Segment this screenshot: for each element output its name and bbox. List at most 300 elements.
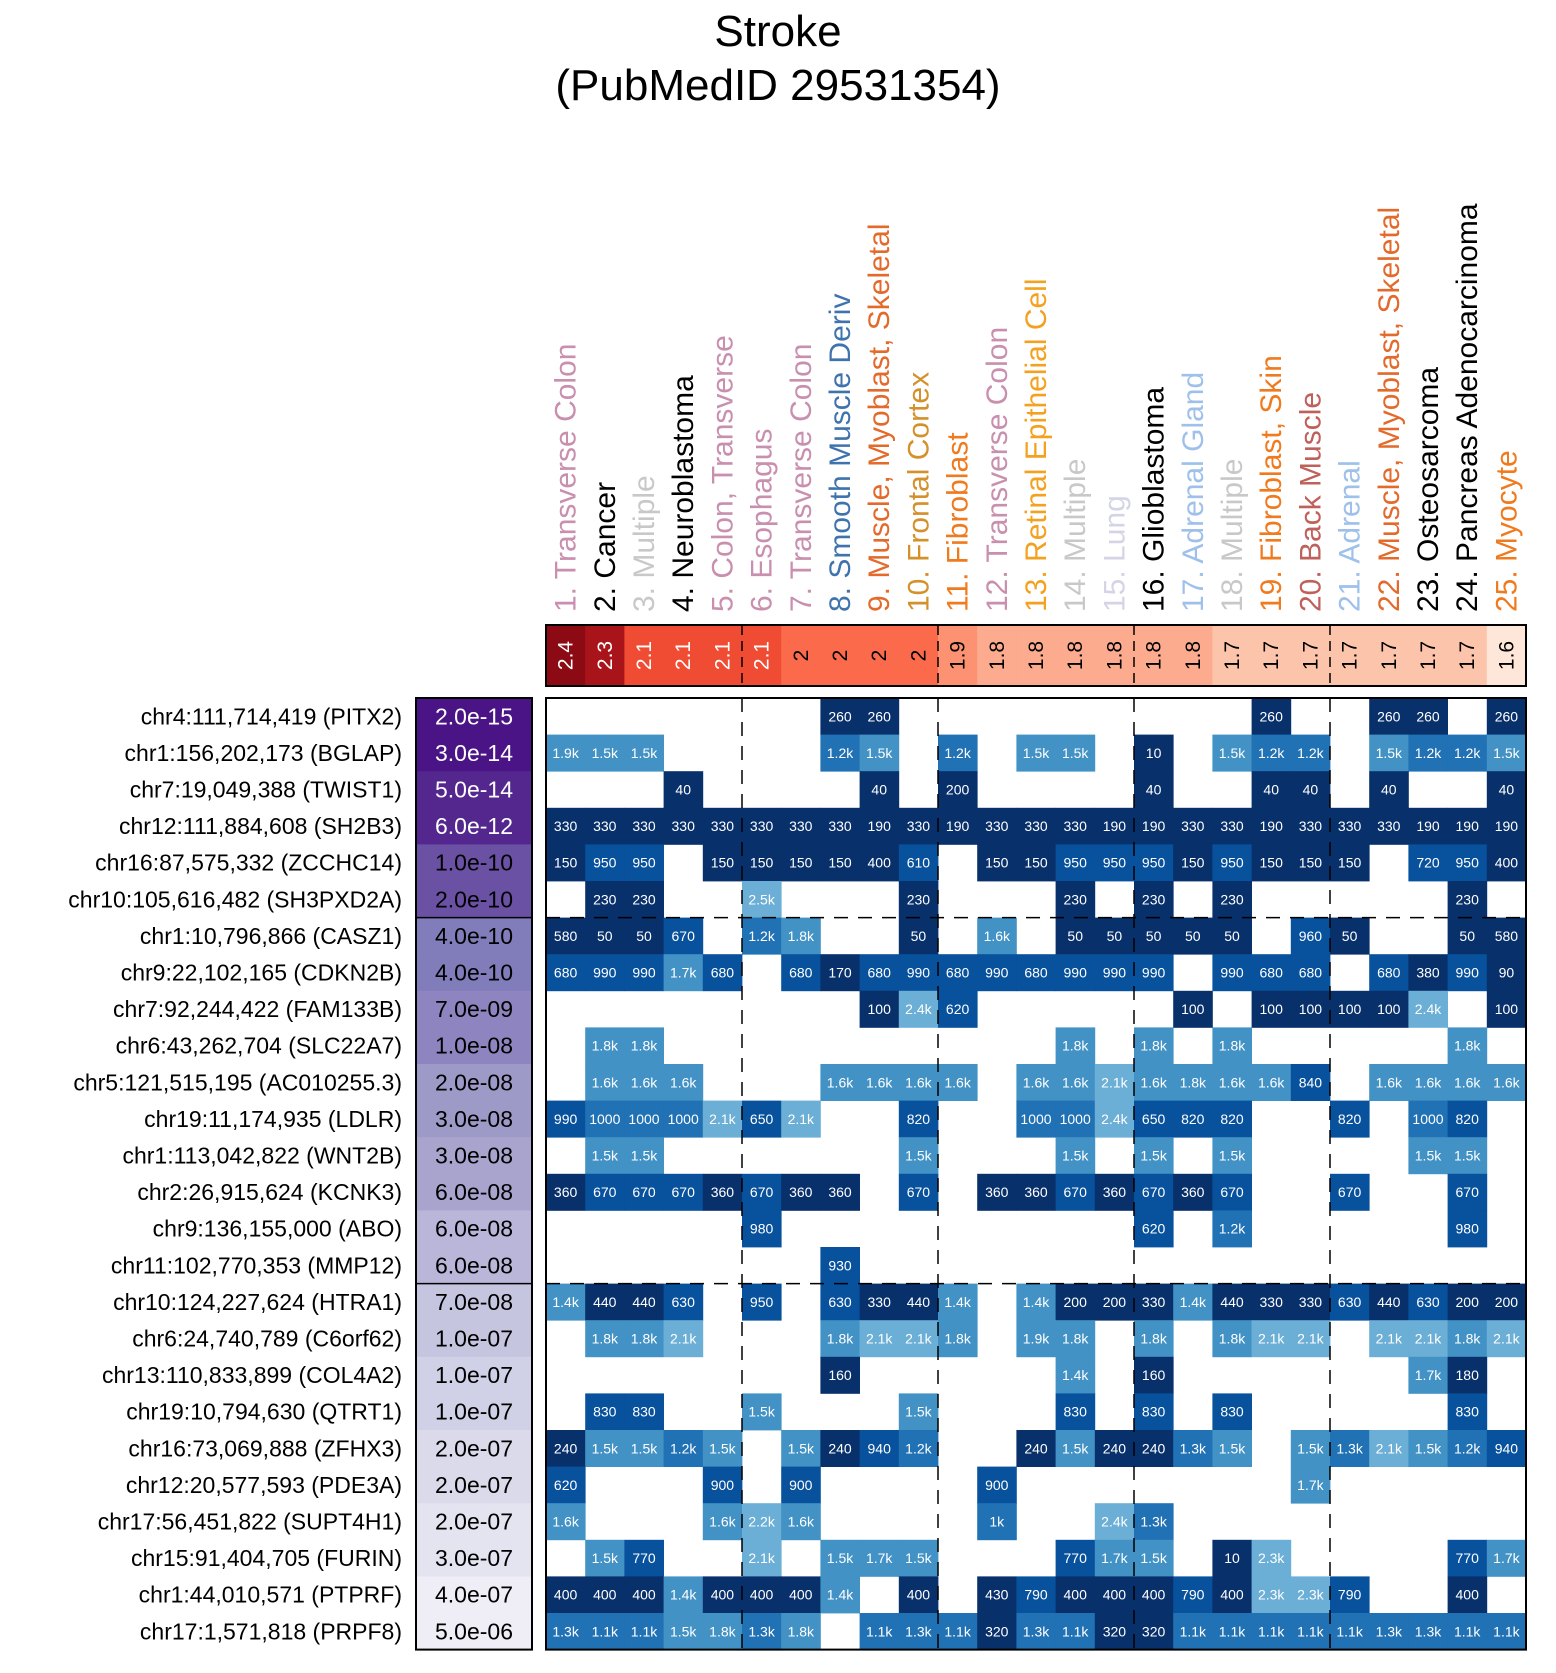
cell-value: 580: [1494, 927, 1519, 944]
cell-value: 1.7k: [1493, 1550, 1520, 1567]
cell-value: 670: [593, 1184, 617, 1201]
cell-value: 820: [1337, 1110, 1362, 1127]
cell-value: 1.6k: [826, 1074, 854, 1091]
cell-value: 330: [1220, 818, 1244, 835]
cell-value: 1.5k: [1022, 744, 1050, 761]
cell-value: 320: [985, 1623, 1009, 1640]
score-label: 2.4: [554, 640, 578, 671]
cell-value: 1.8k: [787, 927, 815, 944]
cell-value: 720: [1416, 854, 1440, 871]
cell-value: 1.3k: [1179, 1440, 1207, 1457]
score-label: 1.8: [1142, 640, 1166, 671]
cell-value: 150: [1259, 854, 1283, 871]
cell-value: 330: [593, 818, 617, 835]
cell-value: 330: [906, 818, 931, 835]
cell-value: 680: [1259, 964, 1283, 981]
cell-value: 240: [1141, 1440, 1166, 1457]
cell-value: 2.1k: [1257, 1330, 1285, 1347]
cell-value: 830: [1455, 1403, 1479, 1420]
cell-value: 150: [985, 854, 1009, 871]
cell-value: 320: [1102, 1623, 1127, 1640]
cell-value: 160: [828, 1367, 852, 1384]
cell-value: 1.8k: [1218, 1037, 1246, 1054]
pvalue-label: 2.0e-10: [434, 886, 514, 913]
cell-value: 150: [553, 854, 578, 871]
cell-value: 1.5k: [669, 1623, 697, 1640]
pvalue-label: 3.0e-07: [434, 1545, 514, 1572]
cell-value: 360: [1024, 1184, 1048, 1201]
cell-value: 1.1k: [1493, 1623, 1520, 1640]
row-labels: [68, 703, 402, 1644]
cell-value: 1.6k: [709, 1513, 736, 1530]
cell-value: 440: [1377, 1293, 1401, 1310]
heatmap-cells: [546, 698, 1526, 1650]
cell-value: 670: [1220, 1184, 1244, 1201]
cell-value: 50: [1106, 927, 1123, 944]
cell-value: 330: [1141, 1293, 1166, 1310]
cell-value: 1000: [1059, 1110, 1091, 1127]
cell-value: 1.8k: [1061, 1330, 1089, 1347]
column-label: 21. Adrenal: [1333, 460, 1367, 612]
cell-value: 630: [1416, 1293, 1440, 1310]
cell-value: 2.1k: [709, 1110, 736, 1127]
score-label: 1.8: [1103, 640, 1127, 671]
cell-value: 330: [553, 818, 578, 835]
score-label: 2: [907, 649, 931, 662]
cell-value: 1.5k: [905, 1550, 932, 1567]
cell-value: 950: [1102, 854, 1127, 871]
cell-value: 150: [749, 854, 774, 871]
cell-value: 190: [1141, 818, 1166, 835]
cell-value: 2.1k: [787, 1110, 815, 1127]
cell-value: 2.1k: [748, 1550, 775, 1567]
cell-value: 50: [1067, 927, 1083, 944]
cell-value: 400: [867, 854, 891, 871]
cell-value: 2.4k: [1414, 1001, 1442, 1018]
cell-value: 50: [636, 927, 652, 944]
cell-value: 40: [1263, 781, 1279, 798]
cell-value: 330: [1181, 818, 1205, 835]
cell-value: 260: [1416, 708, 1440, 725]
cell-value: 1.8k: [591, 1330, 619, 1347]
cell-value: 580: [553, 927, 578, 944]
cell-value: 1.7k: [669, 964, 697, 981]
cell-value: 790: [1337, 1586, 1362, 1603]
pvalue-label: 1.0e-07: [434, 1325, 514, 1352]
pvalue-label: 1.0e-07: [434, 1362, 514, 1389]
cell-value: 670: [749, 1184, 774, 1201]
cell-value: 990: [1102, 964, 1127, 981]
pvalue-label: 2.0e-08: [434, 1069, 514, 1096]
score-label: 2.3: [593, 640, 617, 671]
cell-value: 50: [597, 927, 613, 944]
cell-value: 2.1k: [905, 1330, 932, 1347]
cell-value: 1.8k: [1179, 1074, 1207, 1091]
cell-value: 950: [632, 854, 656, 871]
cell-value: 670: [1063, 1184, 1087, 1201]
cell-value: 1.8k: [1453, 1037, 1481, 1054]
pvalue-label: 6.0e-12: [434, 813, 514, 840]
cell-value: 260: [1494, 708, 1519, 725]
cell-value: 1.2k: [944, 744, 971, 761]
cell-value: 820: [1181, 1110, 1205, 1127]
cell-value: 680: [1024, 964, 1048, 981]
cell-value: 50: [1185, 927, 1201, 944]
cell-value: 200: [1494, 1293, 1519, 1310]
cell-value: 400: [1141, 1586, 1166, 1603]
column-label: 6. Esophagus: [745, 428, 779, 612]
cell-value: 260: [1377, 708, 1401, 725]
column-label: 22. Muscle, Myoblast, Skeletal: [1372, 206, 1406, 612]
cell-value: 930: [828, 1257, 852, 1274]
cell-value: 230: [632, 891, 656, 908]
cell-value: 1.6k: [1218, 1074, 1246, 1091]
cell-value: 680: [1377, 964, 1401, 981]
cell-value: 380: [1416, 964, 1440, 981]
row-label: chr1:113,042,822 (WNT2B): [122, 1142, 402, 1169]
cell-value: 1.3k: [552, 1623, 579, 1640]
cell-value: 830: [1220, 1403, 1244, 1420]
column-label: 19. Fibroblast, Skin: [1255, 355, 1289, 612]
cell-value: 330: [1298, 1293, 1323, 1310]
pvalue-label: 4.0e-10: [434, 959, 514, 986]
cell-value: 400: [710, 1586, 735, 1603]
cell-value: 1.3k: [1140, 1513, 1167, 1530]
row-label: chr4:111,714,419 (PITX2): [140, 703, 402, 730]
cell-value: 1.5k: [1140, 1147, 1167, 1164]
cell-value: 440: [593, 1293, 617, 1310]
cell-value: 200: [945, 781, 970, 798]
score-label: 1.8: [1181, 640, 1205, 671]
cell-value: 2.1k: [1375, 1330, 1403, 1347]
cell-value: 1.3k: [1022, 1623, 1050, 1640]
cell-value: 10: [1145, 744, 1162, 761]
cell-value: 190: [867, 818, 891, 835]
cell-value: 40: [1302, 781, 1319, 798]
chart-subtitle: (PubMedID 29531354): [555, 61, 1001, 110]
pvalue-strip: [416, 698, 532, 1650]
cell-value: 1.1k: [591, 1623, 619, 1640]
cell-value: 1.6k: [983, 927, 1011, 944]
chart-title: Stroke: [714, 7, 842, 56]
cell-value: 650: [1141, 1110, 1166, 1127]
cell-value: 100: [867, 1001, 891, 1018]
cell-value: 830: [1063, 1403, 1087, 1420]
cell-value: 1.3k: [905, 1623, 932, 1640]
cell-value: 2.1k: [1375, 1440, 1403, 1457]
cell-value: 2.1k: [1414, 1330, 1442, 1347]
cell-value: 980: [749, 1220, 774, 1237]
cell-value: 440: [632, 1293, 656, 1310]
cell-value: 330: [1337, 818, 1362, 835]
cell-value: 980: [1455, 1220, 1479, 1237]
cell-value: 240: [1102, 1440, 1127, 1457]
cell-value: 1k: [989, 1513, 1005, 1530]
cell-value: 1.9k: [1022, 1330, 1050, 1347]
cell-value: 830: [1141, 1403, 1166, 1420]
pvalue-label: 7.0e-09: [434, 996, 514, 1023]
cell-value: 1.5k: [826, 1550, 854, 1567]
cell-value: 1.6k: [1375, 1074, 1403, 1091]
cell-value: 2.4k: [905, 1001, 932, 1018]
row-label: chr15:91,404,705 (FURIN): [130, 1545, 402, 1572]
cell-value: 1.8k: [1140, 1037, 1167, 1054]
cell-value: 1.6k: [630, 1074, 658, 1091]
score-label: 1.7: [1260, 640, 1284, 671]
cell-value: 1.2k: [1297, 744, 1324, 761]
score-label: 2.1: [711, 640, 735, 671]
cell-value: 1.1k: [865, 1623, 893, 1640]
row-label: chr1:10,796,866 (CASZ1): [139, 922, 402, 949]
column-label: 24. Pancreas Adenocarcinoma: [1451, 203, 1485, 612]
cell-value: 1.6k: [1493, 1074, 1520, 1091]
cell-value: 90: [1498, 964, 1515, 981]
row-label: chr12:111,884,608 (SH2B3): [119, 813, 402, 840]
cell-value: 2.3k: [1257, 1586, 1285, 1603]
cell-value: 790: [1024, 1586, 1048, 1603]
cell-value: 1.8k: [591, 1037, 619, 1054]
cell-value: 680: [789, 964, 813, 981]
row-label: chr17:1,571,818 (PRPF8): [139, 1618, 402, 1645]
cell-value: 320: [1141, 1623, 1166, 1640]
pvalue-label: 6.0e-08: [434, 1179, 514, 1206]
cell-value: 630: [1337, 1293, 1362, 1310]
cell-value: 670: [632, 1184, 656, 1201]
cell-value: 2.1k: [1101, 1074, 1128, 1091]
cell-value: 400: [593, 1586, 617, 1603]
cell-value: 1.8k: [1140, 1330, 1167, 1347]
cell-value: 1.5k: [748, 1403, 775, 1420]
row-label: chr1:156,202,173 (BGLAP): [124, 739, 402, 766]
cell-value: 950: [593, 854, 617, 871]
cell-value: 200: [1063, 1293, 1087, 1310]
cell-value: 400: [906, 1586, 931, 1603]
cell-value: 1.5k: [1297, 1440, 1324, 1457]
cell-value: 1.5k: [591, 744, 619, 761]
column-label: 10. Frontal Cortex: [902, 371, 936, 612]
column-label: 12. Transverse Colon: [980, 326, 1014, 612]
cell-value: 1.5k: [630, 1147, 658, 1164]
cell-value: 1.5k: [1218, 744, 1246, 761]
cell-value: 400: [632, 1586, 656, 1603]
cell-value: 260: [1259, 708, 1283, 725]
cell-value: 50: [1224, 927, 1240, 944]
cell-value: 1000: [628, 1110, 660, 1127]
row-label: chr1:44,010,571 (PTPRF): [138, 1581, 402, 1608]
cell-value: 1.5k: [630, 1440, 658, 1457]
cell-value: 620: [1141, 1220, 1166, 1237]
cell-value: 1.1k: [1218, 1623, 1246, 1640]
cell-value: 230: [1455, 891, 1479, 908]
row-label: chr6:24,740,789 (C6orf62): [132, 1325, 402, 1352]
cell-value: 1.2k: [1453, 1440, 1481, 1457]
cell-value: 1.1k: [630, 1623, 658, 1640]
cell-value: 1.8k: [630, 1330, 658, 1347]
cell-value: 1.2k: [748, 927, 775, 944]
cell-value: 950: [1141, 854, 1166, 871]
cell-value: 40: [871, 781, 887, 798]
cell-value: 100: [1377, 1001, 1401, 1018]
row-label: chr2:26,915,624 (KCNK3): [137, 1179, 402, 1206]
cell-value: 620: [553, 1476, 578, 1493]
cell-value: 330: [789, 818, 813, 835]
cell-value: 240: [1024, 1440, 1048, 1457]
cell-value: 400: [1102, 1586, 1127, 1603]
cell-value: 1.8k: [1061, 1037, 1089, 1054]
cell-value: 1000: [1412, 1110, 1444, 1127]
cell-value: 680: [945, 964, 970, 981]
column-labels: [550, 203, 1524, 612]
cell-value: 1.6k: [944, 1074, 971, 1091]
cell-value: 50: [1145, 927, 1162, 944]
score-label: 1.7: [1417, 640, 1440, 671]
score-label: 1.8: [1064, 640, 1088, 671]
cell-value: 900: [710, 1476, 735, 1493]
cell-value: 150: [1024, 854, 1048, 871]
cell-value: 1.6k: [865, 1074, 893, 1091]
score-label: 2: [789, 649, 813, 662]
cell-value: 990: [632, 964, 656, 981]
cell-value: 1.5k: [1218, 1440, 1246, 1457]
cell-value: 100: [1181, 1001, 1205, 1018]
cell-value: 1.7k: [1297, 1476, 1324, 1493]
cell-value: 670: [1455, 1184, 1479, 1201]
cell-value: 1.8k: [1218, 1330, 1246, 1347]
cell-value: 1.1k: [1179, 1623, 1207, 1640]
cell-value: 1.1k: [1453, 1623, 1481, 1640]
column-label: 5. Colon, Transverse: [706, 335, 740, 612]
cell-value: 1.9k: [552, 744, 579, 761]
cell-value: 1.3k: [1336, 1440, 1363, 1457]
score-label: 1.7: [1221, 640, 1244, 671]
cell-value: 360: [710, 1184, 735, 1201]
cell-value: 170: [828, 964, 852, 981]
cell-value: 360: [789, 1184, 813, 1201]
cell-value: 360: [985, 1184, 1009, 1201]
cell-value: 1.8k: [826, 1330, 854, 1347]
cell-value: 360: [1102, 1184, 1127, 1201]
cell-value: 1.4k: [1022, 1293, 1050, 1310]
cell-value: 650: [749, 1110, 774, 1127]
cell-value: 1.7k: [865, 1550, 893, 1567]
pvalue-label: 3.0e-08: [434, 1105, 514, 1132]
cell-value: 670: [671, 927, 695, 944]
cell-value: 680: [867, 964, 891, 981]
cell-value: 50: [1341, 927, 1358, 944]
cell-value: 1.2k: [1257, 744, 1285, 761]
cell-value: 950: [1220, 854, 1244, 871]
cell-value: 360: [1181, 1184, 1205, 1201]
pvalue-label: 2.0e-07: [434, 1435, 514, 1462]
cell-value: 630: [671, 1293, 695, 1310]
cell-value: 1.5k: [905, 1403, 932, 1420]
cell-value: 670: [1337, 1184, 1362, 1201]
cell-value: 40: [1498, 781, 1515, 798]
score-label: 2.1: [750, 640, 774, 671]
score-label: 1.7: [1456, 640, 1480, 671]
pvalue-label: 7.0e-08: [434, 1288, 514, 1315]
cell-value: 2.1k: [1297, 1330, 1324, 1347]
cell-value: 1.4k: [1179, 1293, 1207, 1310]
cell-value: 330: [985, 818, 1009, 835]
cell-value: 680: [1298, 964, 1323, 981]
cell-value: 1.5k: [591, 1147, 619, 1164]
column-label: 2. Cancer: [588, 481, 622, 612]
cell-value: 330: [1063, 818, 1087, 835]
cell-value: 1.5k: [591, 1550, 619, 1567]
cell-value: 990: [593, 964, 617, 981]
cell-value: 1.6k: [1061, 1074, 1089, 1091]
cell-value: 400: [553, 1586, 578, 1603]
cell-value: 330: [671, 818, 695, 835]
cell-value: 150: [828, 854, 852, 871]
cell-value: 330: [828, 818, 852, 835]
cell-value: 440: [906, 1293, 931, 1310]
pvalue-label: 6.0e-08: [434, 1215, 514, 1242]
cell-value: 240: [828, 1440, 852, 1457]
row-label: chr16:73,069,888 (ZFHX3): [128, 1435, 402, 1462]
cell-value: 1.4k: [944, 1293, 971, 1310]
cell-value: 1.6k: [905, 1074, 932, 1091]
cell-value: 1.2k: [1218, 1220, 1246, 1237]
cell-value: 610: [906, 854, 931, 871]
pvalue-label: 1.0e-08: [434, 1032, 514, 1059]
cell-value: 40: [675, 781, 691, 798]
cell-value: 1.5k: [630, 744, 658, 761]
column-label: 16. Glioblastoma: [1137, 386, 1171, 612]
pvalue-label: 2.0e-07: [434, 1508, 514, 1535]
cell-value: 230: [1063, 891, 1087, 908]
cell-value: 50: [1459, 927, 1475, 944]
cell-value: 1.1k: [1061, 1623, 1089, 1640]
pvalue-label: 4.0e-07: [434, 1581, 514, 1608]
cell-value: 820: [1455, 1110, 1479, 1127]
cell-value: 1.3k: [1414, 1623, 1442, 1640]
cell-value: 680: [553, 964, 578, 981]
cell-value: 260: [867, 708, 891, 725]
cell-value: 1.8k: [709, 1623, 736, 1640]
column-label: 7. Transverse Colon: [784, 343, 818, 612]
cell-value: 1.5k: [1453, 1147, 1481, 1164]
cell-value: 990: [906, 964, 931, 981]
cell-value: 260: [828, 708, 852, 725]
cell-value: 230: [1220, 891, 1244, 908]
row-label: chr6:43,262,704 (SLC22A7): [115, 1032, 402, 1059]
score-label: 1.8: [985, 640, 1009, 671]
score-strip: [546, 625, 1527, 686]
cell-value: 1.5k: [1061, 1440, 1089, 1457]
row-label: chr12:20,577,593 (PDE3A): [125, 1471, 402, 1498]
cell-value: 1.8k: [944, 1330, 971, 1347]
cell-value: 1.1k: [944, 1623, 971, 1640]
cell-value: 1.5k: [1375, 744, 1403, 761]
cell-value: 1.1k: [1336, 1623, 1363, 1640]
cell-value: 950: [1063, 854, 1087, 871]
row-label: chr7:92,244,422 (FAM133B): [113, 996, 402, 1023]
pvalue-label: 3.0e-08: [434, 1142, 514, 1169]
cell-value: 960: [1298, 927, 1323, 944]
cell-value: 1.8k: [630, 1037, 658, 1054]
cell-value: 100: [1337, 1001, 1362, 1018]
cell-value: 1.6k: [669, 1074, 697, 1091]
cell-value: 950: [749, 1293, 774, 1310]
cell-value: 840: [1298, 1074, 1323, 1091]
cell-value: 400: [1220, 1586, 1244, 1603]
cell-value: 1.2k: [826, 744, 854, 761]
cell-value: 670: [671, 1184, 695, 1201]
cell-value: 40: [1381, 781, 1397, 798]
pvalue-label: 2.0e-07: [434, 1471, 514, 1498]
